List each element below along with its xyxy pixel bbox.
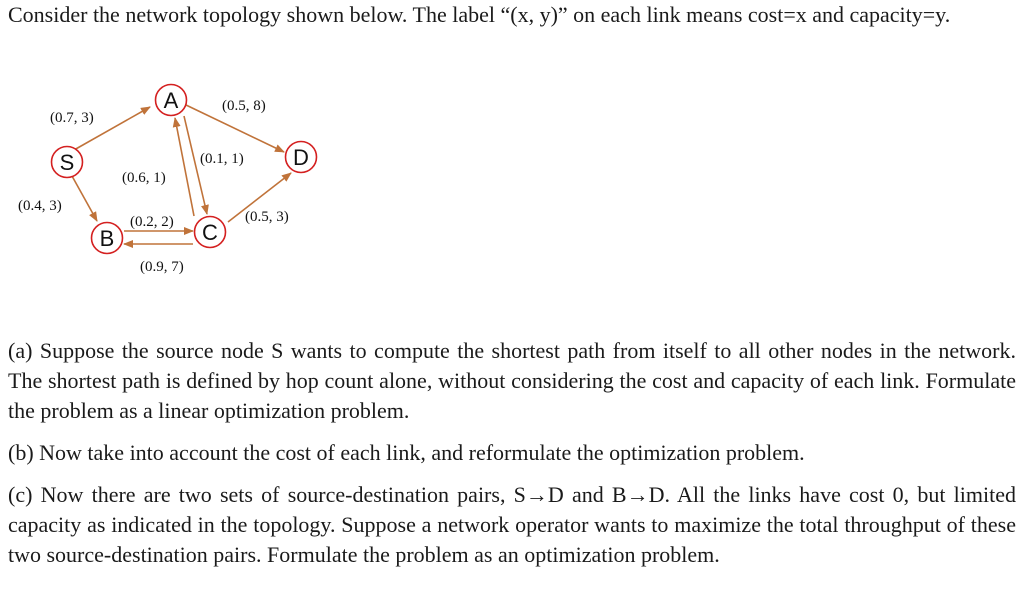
problem-intro: Consider the network topology shown below. The label “(x, y)” on each link means cost=x and capacity=y. <box>8 2 951 27</box>
edge-label-s-a: (0.7, 3) <box>50 110 94 126</box>
edge-label-c-d: (0.5, 3) <box>245 209 289 225</box>
node-d <box>286 142 317 173</box>
node-label-d: D <box>293 145 309 170</box>
question-b: (b) Now take into account the cost of each link, and reformulate the optimization problem. <box>8 440 805 465</box>
node-s <box>52 147 83 178</box>
node-label-c: C <box>202 220 218 245</box>
question-c: (c) Now there are two sets of source-destination pairs, S→D and B→D. All the links have cost 0, but limited capacity as indicated in the topology. Suppose a network operator wants to maximize the total throughput of these two source-destination pairs. Formulate the problem as an optimization problem. <box>8 482 1016 567</box>
edge-label-b-c: (0.2, 2) <box>130 214 174 230</box>
edge-labels <box>18 98 289 275</box>
node-a <box>156 85 187 116</box>
node-c <box>195 217 226 248</box>
node-label-a: A <box>163 88 179 113</box>
edge-label-s-b: (0.4, 3) <box>18 198 62 214</box>
question-a: (a) Suppose the source node S wants to compute the shortest path from itself to all other nodes in the network. The shortest path is defined by hop count alone, without considering the cost and capacity of each link. Formulate the problem as a linear optimization problem. <box>8 338 1016 423</box>
edge-label-c-a: (0.6, 1) <box>122 170 166 186</box>
edge-label-a-c: (0.1, 1) <box>200 151 244 167</box>
edge-label-a-d: (0.5, 8) <box>222 98 266 114</box>
node-label-b: B <box>99 226 115 251</box>
edge-label-c-b: (0.9, 7) <box>140 259 184 275</box>
node-label-s: S <box>59 150 75 175</box>
edge-c-a <box>175 118 194 216</box>
node-b <box>92 223 123 254</box>
edge-s-b <box>72 176 97 221</box>
